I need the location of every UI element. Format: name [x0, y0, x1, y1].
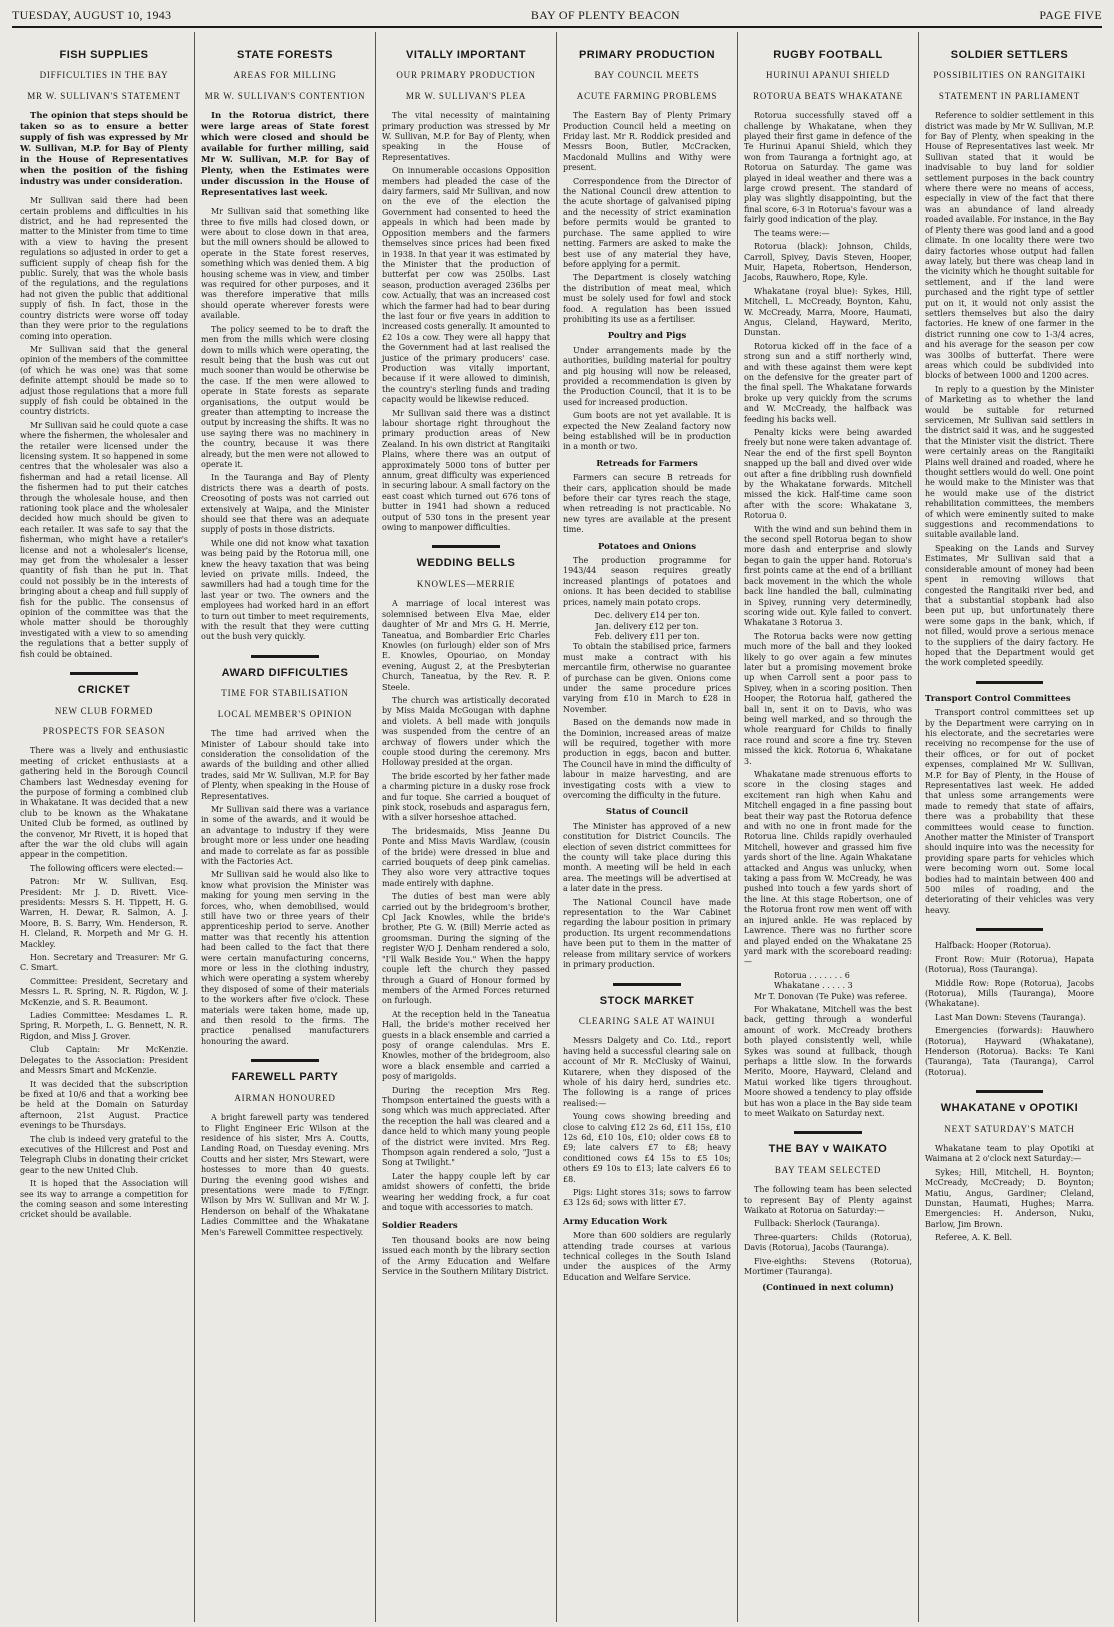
- price-line: Feb. delivery £11 per ton.: [594, 631, 700, 641]
- score-line: Whakatane . . . . . 3: [774, 981, 853, 991]
- state-forests-headline: STATE FORESTS: [237, 49, 333, 61]
- stock-paragraph: Messrs Dalgety and Co. Ltd., report having held a successful clearing sale on account of Mr R. McClusky of Wainui, Kutarere, when they disposed of the whole of his dairy herd, sundries etc. The following is a range of prices realised:—: [563, 1036, 731, 1108]
- vital-paragraph: Mr Sullivan said there was a distinct labour shortage right throughout the primary production areas of New Zealand. In his own district at Rangitaiki Plains, where there was an output of approximately 5000 tons of butter per annum, great difficulty was experienced in securing labour. A small factory on the east coast which turned out 676 tons of butter in 1941 had shown a reduced output of 530 tons in the present year owing to manpower difficulties.: [382, 408, 550, 533]
- divider: [794, 1131, 861, 1134]
- bay-waikato-headline: THE BAY v WAIKATO: [768, 1143, 888, 1156]
- vital-paragraph: On innumerable occasions Opposition members had pleaded the case of the dairy farmers, said Mr Sullivan, and now on the eve of the election the Government had consented to heed the appeals in which had been made by Opposition members and the farmers themselves since prices had been fixed in 1938. In that year it was estimated by the Minister that the production of butterfat per cow was 250lbs. Last season, production averaged 236lbs per cow. Actually, that was an increased cost which the farmer had had to bear during the last four or five years in addition to increased costs generally. It amounted to £2 10s a cow. They were all happy that the Government had at last realised the justice of the primary producers' case. Production was vitally important, because if it were allowed to diminish, the country's sterling funds and trading capacity would be likewise reduced.: [382, 166, 550, 405]
- forests-subhead-1: AREAS FOR MILLING: [233, 70, 337, 81]
- retreads-subhead: Retreads for Farmers: [596, 458, 698, 469]
- poultry-subhead: Poultry and Pigs: [607, 331, 687, 342]
- cricket-paragraph: Hon. Secretary and Treasurer: Mr G. C. Smart.: [20, 953, 188, 973]
- rugby-subhead-1: HURINUI APANUI SHIELD: [766, 70, 890, 81]
- production-paragraph: The Minister has approved of a new constitution for District Councils. The election of seven district committees for the county will take place during this month. A meeting will be held in each area. The meetings will be advertised at a later date in the press.: [563, 821, 731, 894]
- vital-subhead-1: OUR PRIMARY PRODUCTION: [396, 70, 536, 81]
- fish-subhead-1: DIFFICULTIES IN THE BAY: [39, 70, 169, 81]
- farewell-headline: FAREWELL PARTY: [231, 1071, 339, 1084]
- settlers-subhead-2: STATEMENT IN PARLIAMENT: [938, 90, 1081, 101]
- award-paragraph: Mr Sullivan said there was a variance in some of the awards, and it would be an advantage to industry if they were brought more or less under one heading and made to correlate as far as possible with the Factories Act.: [201, 804, 369, 866]
- settlers-subhead-1: POSSIBILITIES ON RANGITAIKI: [933, 70, 1086, 81]
- production-subhead-2: ACUTE FARMING PROBLEMS: [576, 90, 718, 101]
- forests-paragraph: While one did not know what taxation was being paid by the Rotorua mill, one knew the heavy taxation that was being levied on private mills. Indeed, the sawmillers had had a tough time for the last year or two. The owners and the employees had worked hard in an effort to turn out timber to meet requirements, with the result that they were cutting out the bush very quickly.: [201, 538, 369, 642]
- divider: [976, 681, 1044, 684]
- forests-paragraph: In the Tauranga and Bay of Plenty districts there was a dearth of posts. Creosoting of posts was not carried out extensively at Waipa, and the Minister should see that there was an adequate supply of posts in those districts.: [201, 473, 369, 535]
- cricket-paragraph: Patron: Mr W. Sullivan, Esq. President: Mr J. D. Rivett. Vice-presidents: Messrs S. H. Tippett, H. G. Warren, H. Dewar, R. Salmon, A. J. Moore, B. S. Barry, Wm. Henderson, R. H. Cleland, R. Morpeth and Mr G. H. Mackley.: [20, 877, 188, 949]
- divider: [613, 983, 680, 986]
- page-number: PAGE FIVE: [1039, 7, 1102, 22]
- rugby-paragraph: Mr T. Donovan (Te Puke) was referee.: [754, 991, 908, 1001]
- team-paragraph: Last Man Down: Stevens (Tauranga).: [935, 1012, 1086, 1022]
- fish-paragraph: Mr Sullivan said there had been certain problems and difficulties in his district, and he had represented the matter to the Minister from time to time with a view to having the present regulations so adjusted in order to get a sufficient supply of cheap fish for the public. Surely, that was the whole basis of the regulations, and the regulations had not given the public that additional supply of fish. In fact, those in the country districts were worse off today than they were prior to the regulations coming into operation.: [20, 196, 188, 341]
- wedding-paragraph: At the reception held in the Taneatua Hall, the bride's mother received her guests in a black ensemble and carried a posy of orange calendulas. Mrs E. Knowles, mother of the bridegroom, also wore a black ensemble and carried a posy of marigolds.: [382, 1009, 550, 1082]
- rugby-paragraph: The Rotorua backs were now getting much more of the ball and they looked likely to go over again a few minutes later but a promising movement broke up when Carroll sent a poor pass to Spivey, when in a scoring position. Then Hooper, the Rotorua half, gathered the ball in, sent it on to Davis, who was being well marked, and so through the whole rearguard for Childs to finally race round and score a fine try. Steven missed the kick. Rotorua 6, Whakatane 3.: [744, 631, 912, 766]
- column-3: [376, 32, 557, 1622]
- fish-subhead-2: MR W. SULLIVAN'S STATEMENT: [27, 90, 181, 101]
- production-paragraph: Under arrangements made by the authorities, building material for poultry and pig housing will now be released, provided a recommendation is given by the Production Council, that it is to be used for increased production.: [563, 345, 731, 407]
- wedding-paragraph: Later the happy couple left by car amidst showers of confetti, the bride wearing her wedding frock, a fur coat and toque with accessories to match.: [382, 1171, 550, 1213]
- forests-paragraph: Mr Sullivan said that something like three to five mills had closed down, or were about to close down in that area, but the mill owners should be allowed to operate in the State forest reserves, something which was denied them. A big housing scheme was in view, and timber was required for other purposes, and it was therefore imperative that mills should operate wherever forests were available.: [201, 207, 369, 321]
- divider: [976, 928, 1044, 931]
- farewell-paragraph: A bright farewell party was tendered to Flight Engineer Eric Wilson at the residence of his sister, Mrs A. Coutts, Landing Road, on Tuesday evening. Mrs Coutts and her sister, Mrs Stewart, were hostesses to more than 40 guests. During the evening good wishes and presentations were made to F/Engr. Wilson by Mrs W. Sullivan and Mr W. J. Henderson on behalf of the Whakatane Ladies Committee and the Whakatane Men's Farewell Committee respectively.: [201, 1113, 369, 1237]
- divider: [251, 655, 318, 658]
- wedding-headline: WEDDING BELLS: [416, 557, 516, 570]
- production-paragraph: The Department is closely watching the distribution of meat meal, which must be solely used for fowl and stock food. A regulation has been issued prohibiting its use as a fertiliser.: [563, 273, 731, 324]
- divider: [432, 545, 499, 548]
- column-6: [919, 32, 1100, 1622]
- settlers-paragraph: Speaking on the Lands and Survey Estimates, Mr Sullivan said that a considerable amount of money had been spent in removing willows that congested the Rangitaiki river bed, and that a substantial stopbank had also been put up, but unfortunately there were some gaps in the bank, which, if not filled, would prove a serious menace to the suppliers of the dairy factory. He hoped that the Department would get the work completed speedily.: [925, 543, 1094, 668]
- soldier-readers-paragraph: Ten thousand books are now being issued each month by the library section of the Army Education and Welfare Service in the Southern Military District.: [382, 1235, 550, 1277]
- bay-team-subhead: BAY TEAM SELECTED: [774, 1164, 882, 1175]
- rugby-paragraph: The teams were:—: [754, 228, 830, 238]
- award-headline: AWARD DIFFICULTIES: [221, 666, 349, 679]
- settlers-paragraph: In reply to a question by the Minister of Marketing as to whether the land would be suitable for returned servicemen, Mr Sullivan said settlers in the district said it was, and he suggested that the Minister visit the district. There were certainly areas on the Rangitaiki Plains well drained and roaded, where he thought settlers would do well. One point he would make to the Minister was that he would make use of the district rehabilitation committees, the members of which were eminently suited to make suggestions and recommendations to suitable available land.: [925, 384, 1094, 540]
- wedding-paragraph: The church was artistically decorated by Miss Maida McGougan with daphne and violets. A bell made with jonquils was suspended from the centre of an archway of flowers under which the couple stood during the ceremony. Mrs Holloway presided at the organ.: [382, 695, 550, 768]
- wedding-paragraph: A marriage of local interest was solemnised between Elva Mae, elder daughter of Mr and Mrs G. H. Merrie, Taneatua, and Bombardier Eric Charles Knowles (on furlough) elder son of Mrs E. Knowles, Opouriao, on Monday evening, August 2, at the Presbyterian Church, Taneatua, by the Rev. R. P. Steele.: [382, 599, 550, 692]
- soldier-settlers-headline: SOLDIER SETTLERS: [950, 49, 1069, 61]
- team-paragraph: The following team has been selected to represent Bay of Plenty against Waikato at Rotorua on Saturday:—: [744, 1185, 912, 1216]
- potatoes-subhead: Potatoes and Onions: [597, 541, 697, 552]
- rugby-paragraph: With the wind and sun behind them in the second spell Rotorua began to show more dash and enterprise and slowly began to gain the upper hand. Rotorua's first points came at the end of a brilliant back movement in the which the whole back line handled the ball, culminating in Spivey, running very determinedly, scoring wide out. Kyle failed to convert. Whakatane 3 Rotorua 3.: [744, 524, 912, 628]
- cricket-paragraph: There was a lively and enthusiastic meeting of cricket enthusiasts at a gathering held in the Borough Council Chambers last Wednesday evening for the purpose of forming a combined club in Whakatane. It was decided that a new club to be known as the Whakatane United Club be formed, as outlined by the convenor, Mr Rivett, it is hoped that after the war the old clubs will again appear in the competition.: [20, 746, 188, 860]
- army-education-paragraph: More than 600 soldiers are regularly attending trade courses at various technical colleges in the South Island under the auspices of the Army Education and Welfare Service.: [563, 1231, 731, 1282]
- soldier-readers-headline: Soldier Readers: [382, 1221, 458, 1232]
- column-2: [195, 32, 376, 1622]
- team-paragraph: Halfback: Hooper (Rotorua).: [935, 941, 1051, 951]
- paper-title: BAY OF PLENTY BEACON: [530, 7, 680, 22]
- masthead: [12, 4, 1102, 28]
- wedding-paragraph: During the reception Mrs Reg. Thompson entertained the guests with a song which was much appreciated. After the reception the hall was cleared and a dance held to which many young people of the district were invited. Mrs Reg. Thompson again rendered a solo, "Just a Song at Twilight.": [382, 1085, 550, 1168]
- cricket-headline: CRICKET: [77, 684, 131, 697]
- stock-paragraph: Young cows showing breeding and close to calving £12 2s 6d, £11 15s, £10 12s 6d, £10 10s, £10; older cows £8 to £9; late calvers £7 to £8; heavy conditioned cows £4 15s to £5 10s; others £9 10s to £13; late calvers £6 to £8.: [563, 1112, 731, 1184]
- forests-subhead-2: MR W. SULLIVAN'S CONTENTION: [204, 90, 366, 101]
- production-paragraph: To obtain the stabilised price, farmers must make a contract with his mercantile firm, otherwise no guarantee of purchase can be given. Onions come under the same procedure prices varying from £10 in March to £28 in November.: [563, 642, 731, 714]
- column-4: [557, 32, 738, 1622]
- transport-headline: Transport Control Committees: [925, 693, 1071, 704]
- rugby-paragraph: Rotorua (black): Johnson, Childs, Carroll, Spivey, Davis Steven, Hooper, Muir, Hapeta, Robertson, Henderson, Jacobs, Rauwhero, Rope, Kyle.: [744, 242, 912, 283]
- production-paragraph: Farmers can secure B retreads for their cars, application should be made before their car tyres reach the stage, when retreading is not practicable. No new tyres are available at the present time.: [563, 473, 731, 535]
- rugby-headline: RUGBY FOOTBALL: [773, 49, 883, 61]
- production-paragraph: Based on the demands now made in the Dominion, increased areas of maize will be required, together with more production in eggs, bacon and butter. The Council have in mind the difficulty of labour in maize harvesting, and are investigating costs with a view to overcoming the difficulty in the future.: [563, 718, 731, 800]
- rugby-subhead-2: ROTORUA BEATS WHAKATANE: [753, 90, 903, 101]
- settlers-paragraph: Reference to soldier settlement in this district was made by Mr W. Sullivan, M.P. for Bay of Plenty, when speaking in the House of Representatives last week. Mr Sullivan stated that it would be inadvisable to buy land for soldier settlement purposes in the back country where there were no means of access, especially in view of the fact that there was an abundance of land already roaded available. For instance, in the Bay of Plenty there was good land and a good climate. In one locality there were two dairy factories whose output had fallen away lately, but there was cheap land in the vicinity which he thought suitable for settlement, and if the land were purchased and the right type of settler put on it, it would not only assist the settlers themselves but also the dairy factories. He knew of one farmer in the district running one cow to 1-3/4 acres, and his average for the season per cow was 300lbs of butterfat. There were areas which could be subdivided into blocks of between 1000 and 1200 acres.: [925, 111, 1094, 381]
- award-subhead-1: TIME FOR STABILISATION: [221, 688, 349, 699]
- whakatane-opotiki-headline: WHAKATANE v OPOTIKI: [940, 1102, 1079, 1115]
- price-line: Jan. delivery £12 per ton.: [595, 621, 699, 631]
- wedding-paragraph: The bride escorted by her father made a charming picture in a dusky rose frock and fur toque. She carried a bouquet of pink stock, rosebuds and asparagus fern, with a silver horseshoe attached.: [382, 771, 550, 823]
- vitally-important-headline: VITALLY IMPORTANT: [406, 49, 526, 61]
- cricket-paragraph: The club is indeed very grateful to the executives of the Hillcrest and Post and Telegraph Clubs in donating their cricket gear to the new United Club.: [20, 1134, 188, 1175]
- cricket-paragraph: Committee: President, Secretary and Messrs L. R. Spring, N. R. Rigdon, W. J. McKenzie, and S. R. Beaumont.: [20, 976, 188, 1007]
- primary-production-headline: PRIMARY PRODUCTION: [578, 49, 716, 61]
- rugby-paragraph: Rotorua successfully staved off a challenge by Whakatane, when they played their first game in defence of the Te Hurinui Apanui Shield, which they won from Tauranga a fortnight ago, at Rotorua on Saturday. The game was played in ideal weather and there was a large crowd present. The standard of play was slightly disappointing, but the final score, 6-3 in Rotorua's favour was a fairly good indication of the play.: [744, 111, 912, 225]
- rugby-paragraph: Whakatane (royal blue): Sykes, Hill, Mitchell, L. McCready, Boynton, Kahu, W. McCready, Marra, Moore, Haumati, Angus, Cleland, Hayward, Merito, Dunstan.: [744, 286, 912, 338]
- award-paragraph: The time had arrived when the Minister of Labour should take into consideration the consolidation of the awards of the building and other allied trades, said Mr W. Sullivan, M.P. for Bay of Plenty, when speaking in the House of Representatives.: [201, 729, 369, 801]
- team-paragraph: Middle Row: Rope (Rotorua), Jacobs (Rotorua), Mills (Tauranga), Moore (Whakatane).: [925, 978, 1094, 1009]
- issue-date: TUESDAY, AUGUST 10, 1943: [12, 7, 172, 22]
- fish-lead: The opinion that steps should be taken so as to ensure a better supply of fish was expressed by Mr W. Sullivan, M.P. for Bay of Plenty in the House of Representatives when the position of the fishing industry was under consideration.: [20, 111, 188, 188]
- stock-subhead: CLEARING SALE AT WAINUI: [578, 1015, 716, 1026]
- price-line: Dec. delivery £14 per ton.: [594, 611, 700, 621]
- cricket-paragraph: It was decided that the subscription be fixed at 10/6 and that a working bee be held at the Domain on Saturday afternoon, 21st August. Practice evenings to be Thursdays.: [20, 1079, 188, 1131]
- wedding-paragraph: The bridesmaids, Miss Jeanne Du Ponte and Miss Mavis Wardlaw, (cousin of the bride) were dressed in blue and carried bouquets of deep pink camelias. They also wore very attractive toques made entirely with daphne.: [382, 826, 550, 888]
- cricket-paragraph: Ladies Committee: Mesdames L. R. Spring, R. Morpeth, L. G. Bennett, N. R. Rigdon, and Miss J. Grover.: [20, 1011, 188, 1041]
- columns: [14, 32, 1100, 1622]
- opotiki-paragraph: Referee, A. K. Bell.: [935, 1233, 1013, 1243]
- vital-subhead-2: MR W. SULLIVAN'S PLEA: [405, 90, 527, 101]
- opotiki-paragraph: Whakatane team to play Opotiki at Waimana at 2 o'clock next Saturday:—: [925, 1143, 1094, 1164]
- production-paragraph: The Eastern Bay of Plenty Primary Production Council held a meeting on Friday last. Mr R. Roddick presided and Messrs Boon, Butler, McCracken, Macdonald Mullins and Withy were present.: [563, 111, 731, 173]
- wedding-paragraph: The duties of best man were ably carried out by the bridegroom's brother, Cpl Jack Knowles, while the bride's brother, Pte G. W. (Bill) Merrie acted as groomsman. During the signing of the register W/O J. Denham rendered a solo, "I'll Walk Beside You." When the happy couple left the church they passed through a Guard of Honour formed by members of the Armed Forces returned on furlough.: [382, 892, 550, 1006]
- team-paragraph: Fullback: Sherlock (Tauranga).: [754, 1219, 880, 1229]
- cricket-paragraph: It is hoped that the Association will see its way to arrange a competition for the coming season and some interesting cricket should be available.: [20, 1179, 188, 1220]
- wedding-subhead: KNOWLES—MERRIE: [416, 578, 516, 589]
- fish-paragraph: Mr Sullivan said he could quote a case where the fishermen, the wholesaler and the retailer were licensed under the licensing system. It so happened in some centres that the wholesaler was also a fisherman and had a retail license. All the fishermen had to put their catches through the wholesale house, and then rationing took place and the wholesaler decided how much should be given to each retailer. It was safe to say that the fisherman, who might have a retailer's license and not a wholesaler's license, may get from the wholesaler a lesser quantity of fish than he put in. That could not possibly be in the interests of bringing about a cheap and full supply of fish for the public. The consensus of opinion of the committee was that the whole matter should be thoroughly investigated with a view to so amending the regulations that a better supply of fish could be obtained.: [20, 420, 188, 659]
- cricket-subhead-2: PROSPECTS FOR SEASON: [42, 725, 166, 736]
- cricket-subhead-1: NEW CLUB FORMED: [54, 705, 154, 716]
- cricket-paragraph: Club Captain: Mr McKenzie. Delegates to the Association: President and Messrs Smart and McKenzie.: [20, 1045, 188, 1076]
- score-line: Rotorua . . . . . . . 6: [774, 970, 850, 980]
- team-paragraph: Front Row: Muir (Rotorua), Hapata (Rotorua), Ross (Tauranga).: [925, 954, 1094, 975]
- divider: [976, 1090, 1044, 1093]
- divider: [70, 672, 137, 675]
- opotiki-subhead: NEXT SATURDAY'S MATCH: [944, 1123, 1075, 1134]
- opotiki-paragraph: Sykes; Hill, Mitchell, H. Boynton; McCready, McCready; D. Boynton; Matiu, Angus, Gardiner; Cleland, Dunstan, Haumati, Hughes; Marra. Emergencies: H. Anderson, Nuku, Barlow, Jim Brown.: [925, 1167, 1094, 1229]
- award-paragraph: Mr Sullivan said he would also like to know what provision the Minister was making for young men serving in the forces, who, when demobilised, would still have two or three years of their apprenticeship period to serve. Another matter was that recently his attention had been called to the fact that there were certain manufacturing concerns, more or less in the clothing industry, which were operating a system whereby they disposed of some of their materials to the workers after five o'clock. These materials were taken home, made up, and then resold to the firms. The practice penalised manufacturers honouring the award.: [201, 870, 369, 1046]
- cricket-paragraph: The following officers were elected:—: [30, 863, 184, 873]
- production-paragraph: The production programme for 1943/44 season requires greatly increased plantings of potatoes and onions. It has been decided to stabilise prices, namely main potato crops.: [563, 556, 731, 607]
- production-paragraph: Correspondence from the Director of the National Council drew attention to the acute shortage of galvanised piping and the necessity of strict examination before permits would be granted to purchase. The same applied to wire netting. Farmers are asked to make the best use of any material they have, before applying for a permit.: [563, 176, 731, 269]
- production-paragraph: Gum boots are not yet available. It is expected the New Zealand factory now being established will be in production in a month or two.: [563, 411, 731, 452]
- fish-supplies-headline: FISH SUPPLIES: [59, 49, 149, 61]
- column-1: [14, 32, 195, 1622]
- transport-paragraph: Transport control committees set up by the Department were carrying on in his electorate, and the secretaries were receiving no recompense for the use of their offices, or for out of pocket expenses, complained Mr W. Sullivan, M.P. for Bay of Plenty, in the House of Representatives last week. He added that unless some arrangements were made to remedy that state of affairs, there was a probability that these committees would cease to function. Another matter the Minister of Transport should inquire into was the necessity for providing spare parts for vehicles which were becoming worn out. Some local bodies had to maintain between 400 and 500 miles of roading, and the deteriorating of their vehicles was very heavy.: [925, 708, 1094, 915]
- rugby-paragraph: Whakatane made strenuous efforts to score in the closing stages and excitement ran high when Kahu and Mitchell engaged in a fine passing bout beat their way past the Rotorua defence and with no one in front made for the Rotorua line. Childs rapidly overhauled Mitchell, however and grassed him five yards short of the line. Again Whakatane attacked and Angus was unlucky, when taking a pass from W. McCready, he was pushed into touch a few yards short of the line. At this stage Robertson, one of the Rotorua front row men went off with an injured ankle. He was replaced by Lawrence. There was no further score and played ended on the Whakatane 25 yard mark with the scoreboard reading:—: [744, 770, 912, 967]
- team-paragraph: Five-eighths: Stevens (Rotorua), Mortimer (Tauranga).: [744, 1256, 912, 1277]
- farewell-subhead: AIRMAN HONOURED: [234, 1092, 336, 1103]
- column-5: [738, 32, 919, 1622]
- continued-note: (Continued in next column): [762, 1283, 894, 1294]
- award-subhead-2: LOCAL MEMBER'S OPINION: [217, 708, 353, 719]
- team-paragraph: Emergencies (forwards): Hauwhero (Rotorua), Hayward (Whakatane), Henderson (Rotorua). Backs: Te Kani (Tauranga), Tata (Tauranga), Carrol (Rotorua).: [925, 1026, 1094, 1077]
- rugby-paragraph: Penalty kicks were being awarded freely but none were taken advantage of. Near the end of the first spell Boynton snapped up the ball and dived over wide out after a fine dribbling rush downfield by the Whakatane forwards. Mitchell missed the kick. Half-time came soon after with the score: Whakatane 3, Rotorua 0.: [744, 428, 912, 521]
- vital-paragraph: The vital necessity of maintaining primary production was stressed by Mr W. Sullivan, M.P. for Bay of Plenty, when speaking in the House of Representatives.: [382, 111, 550, 162]
- forests-paragraph: The policy seemed to be to draft the men from the mills which were closing down to mills which were operating, the result being that the bush was cut out much sooner than would be otherwise be the case. If the men were allowed to operate in State forests as separate organisations, the output would be greater than attempting to increase the output by increasing the shifts. It was no use saying there was no machinery in the country, because it was there already, but the men were not allowed to operate it.: [201, 324, 369, 469]
- forests-lead: In the Rotorua district, there were large areas of State forest which were closed and should be available for further milling, said Mr W. Sullivan, M.P. for Bay of Plenty, when the Estimates were under discussion in the House of Representatives last week.: [201, 111, 369, 199]
- status-subhead: Status of Council: [605, 807, 689, 818]
- rugby-paragraph: For Whakatane, Mitchell was the best back, getting through a wonderful amount of work. McCready brothers both played consistently well, while Sykes was sound at fullback, though perhaps a little slow. In the forwards Merito, Moore, Hayward, Cleland and Matui worked like tigers throughout. Moore showed a tendency to play offside but has won a place in the Bay side team to meet Waikato on Saturday next.: [744, 1004, 912, 1118]
- production-subhead-1: BAY COUNCIL MEETS: [594, 70, 700, 81]
- fish-paragraph: Mr Sullivan said that the general opinion of the members of the committee (of which he was one) was that some definite attempt should be made so to adjust those regulations that a more full supply of fish could be obtained in the country districts.: [20, 344, 188, 417]
- divider: [251, 1059, 318, 1062]
- production-paragraph: The National Council have made representation to the War Cabinet regarding the labour position in primary production. Its urgent recommendations have been put to them in the matter of release from military service of workers in primary production.: [563, 897, 731, 970]
- stock-market-headline: STOCK MARKET: [599, 994, 695, 1007]
- stock-paragraph: Pigs: Light stores 31s; sows to farrow £3 12s 6d; sows with litter £7.: [563, 1188, 731, 1208]
- rugby-paragraph: Rotorua kicked off in the face of a strong sun and a stiff northerly wind, and with these against them were kept on the defensive for the greater part of the final spell. The Whakatane forwards broke up very quickly from the scrums and W. McCready, the halfback was feeding his backs well.: [744, 341, 912, 424]
- army-education-headline: Army Education Work: [563, 1216, 668, 1227]
- team-paragraph: Three-quarters: Childs (Rotorua), Davis (Rotorua), Jacobs (Tauranga).: [744, 1232, 912, 1253]
